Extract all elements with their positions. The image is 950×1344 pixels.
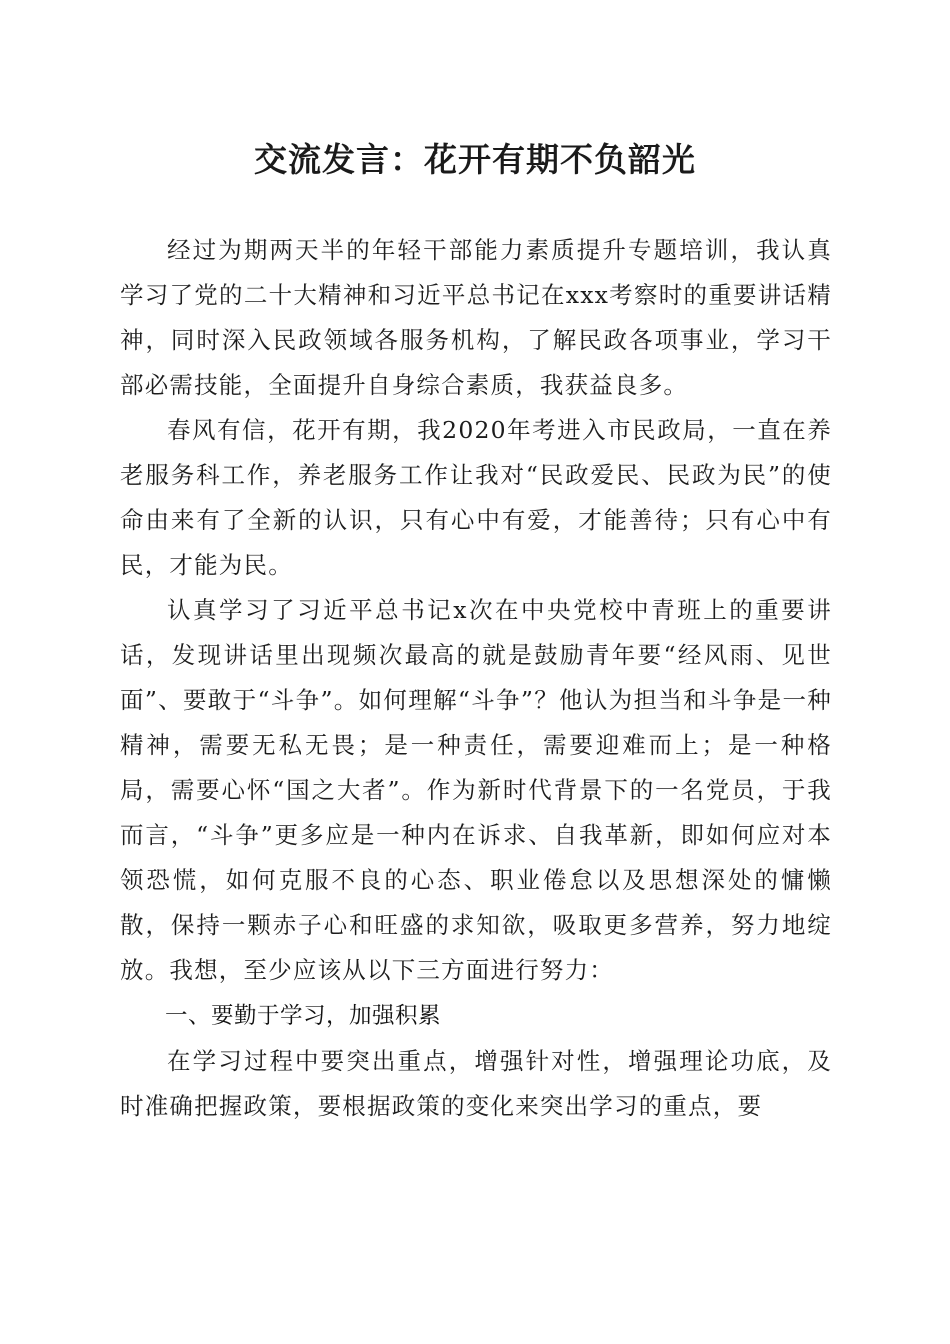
- paragraph-spring-breeze: 春风有信，花开有期，我2020年考进入市民政局，一直在养老服务科工作，养老服务工作让我对“民政爱民、民政为民”的使命由来有了全新的认识，只有心中有爱，才能善待；只有心中有民，才能为民。: [120, 416, 832, 579]
- section-heading: 一、要勤于学习，加强积累: [165, 1003, 442, 1029]
- paragraph-study-focus: 在学习过程中要突出重点，增强针对性，增强理论功底，及时准确把握政策，要根据政策的变化来突出学习的重点，要: [120, 1047, 832, 1120]
- document-body: [120, 228, 832, 1129]
- paragraph-struggle: 认真学习了习近平总书记x次在中央党校中青班上的重要讲话，发现讲话里出现频次最高的就是鼓励青年要“经风雨、见世面”、要敢于“斗争”。如何理解“斗争”？他认为担当和斗争是一种精神，需要无私无畏；是一种责任，需要迎难而上；是一种格局，需要心怀“国之大者”。作为新时代背景下的一名党员，于我而言，“斗争”更多应是一种内在诉求、自我革新，即如何应对本领恐慌，如何克服不良的心态、职业倦怠以及思想深处的慵懒散，保持一颗赤子心和旺盛的求知欲，吸取更多营养，努力地绽放。我想，至少应该从以下三方面进行努力：: [120, 596, 832, 984]
- paragraph-training-summary: 经过为期两天半的年轻干部能力素质提升专题培训，我认真学习了党的二十大精神和习近平总书记在xxx考察时的重要讲话精神，同时深入民政领域各服务机构，了解民政各项事业，学习干部必需技能，全面提升自身综合素质，我获益良多。: [120, 236, 832, 399]
- document-title: 交流发言：花开有期不负韶光: [254, 140, 696, 179]
